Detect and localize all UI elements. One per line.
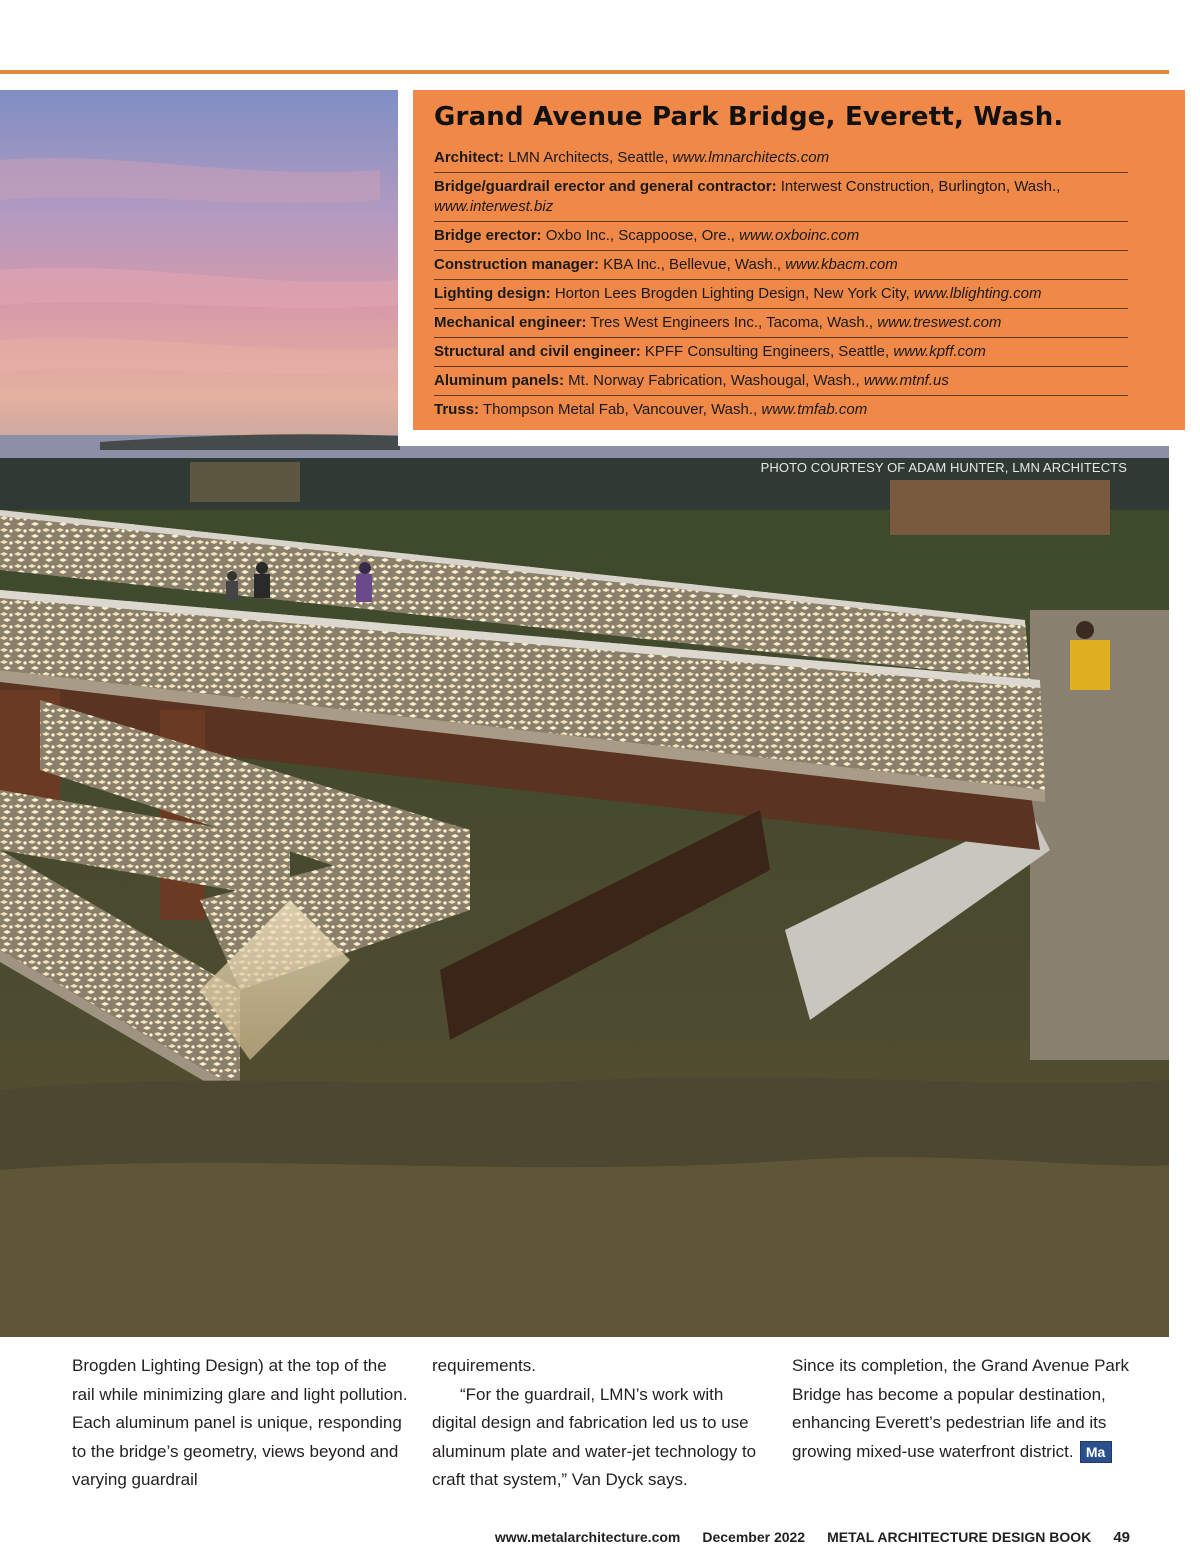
closing-text: Since its completion, the Grand Avenue Park Bridge has become a popular destination, enhancing Everett’s pedestrian life and its growing mixed-use waterfront district.: [792, 1356, 1130, 1461]
credit-list: [434, 144, 1128, 424]
credit-label: Structural and civil engineer:: [434, 343, 641, 360]
credit-url[interactable]: www.lblighting.com: [913, 285, 1042, 302]
credit-label: Aluminum panels:: [434, 372, 565, 389]
credit-url[interactable]: www.kbacm.com: [785, 256, 898, 273]
credit-text: Mt. Norway Fabrication, Washougal, Wash.,: [564, 372, 864, 389]
body-paragraph: “For the guardrail, LMN’s work with digital design and fabrication led us to use aluminum plate and water-jet technology to craft that system,” Van Dyck says.: [432, 1384, 757, 1489]
body-column-3: [792, 1352, 1132, 1466]
project-title: Grand Avenue Park Bridge, Everett, Wash.: [434, 102, 1064, 132]
credits-panel: [413, 90, 1185, 430]
page-footer: [495, 1528, 1130, 1546]
body-paragraph: Brogden Lighting Design) at the top of the rail while minimizing glare and light pollution. Each aluminum panel is unique, responding to the bridge’s geometry, views beyond and varying guardrail: [72, 1356, 408, 1489]
body-paragraph: requirements.: [432, 1356, 536, 1375]
credit-url[interactable]: www.treswest.com: [877, 314, 1002, 331]
credit-url[interactable]: www.interwest.biz: [434, 198, 554, 215]
credit-text: Tres West Engineers Inc., Tacoma, Wash.,: [586, 314, 878, 331]
page-number: 49: [1113, 1528, 1130, 1546]
credit-row: [434, 396, 1128, 424]
credit-row: [434, 144, 1128, 173]
credit-text: KBA Inc., Bellevue, Wash.,: [599, 256, 786, 273]
credit-url[interactable]: www.mtnf.us: [863, 372, 949, 389]
body-column-1: [72, 1352, 412, 1495]
credit-text: Interwest Construction, Burlington, Wash.,: [776, 178, 1061, 195]
photo-credit: PHOTO COURTESY OF ADAM HUNTER, LMN ARCHITECTS: [760, 460, 1127, 475]
credit-url[interactable]: www.tmfab.com: [761, 401, 868, 418]
footer-publication: METAL ARCHITECTURE DESIGN BOOK: [827, 1529, 1092, 1545]
credit-url[interactable]: www.lmnarchitects.com: [672, 149, 830, 166]
body-paragraph: [792, 1352, 1132, 1466]
credit-url[interactable]: www.kpff.com: [893, 343, 986, 360]
credit-row: [434, 309, 1128, 338]
credit-label: Lighting design:: [434, 285, 551, 302]
credit-text: Thompson Metal Fab, Vancouver, Wash.,: [479, 401, 762, 418]
credit-label: Truss:: [434, 401, 480, 418]
credit-row: [434, 173, 1128, 222]
footer-date: December 2022: [702, 1529, 806, 1545]
credit-label: Mechanical engineer:: [434, 314, 587, 331]
end-mark-logo: Ma: [1080, 1441, 1112, 1463]
footer-url[interactable]: www.metalarchitecture.com: [494, 1529, 681, 1545]
credit-text: LMN Architects, Seattle,: [504, 149, 673, 166]
body-column-2: [432, 1352, 772, 1495]
credit-text: Horton Lees Brogden Lighting Design, New York City,: [550, 285, 914, 302]
credit-url[interactable]: www.oxboinc.com: [739, 227, 860, 244]
credit-row: [434, 338, 1128, 367]
credit-row: [434, 367, 1128, 396]
credit-row: [434, 280, 1128, 309]
credit-label: Architect:: [434, 149, 505, 166]
project-credits-box: [398, 90, 1200, 446]
credit-row: [434, 222, 1128, 251]
credit-label: Construction manager:: [434, 256, 600, 273]
credit-text: Oxbo Inc., Scappoose, Ore.,: [541, 227, 740, 244]
credit-row: [434, 251, 1128, 280]
credit-label: Bridge/guardrail erector and general contractor:: [434, 178, 777, 195]
credit-label: Bridge erector:: [434, 227, 542, 244]
credit-text: KPFF Consulting Engineers, Seattle,: [640, 343, 894, 360]
top-rule: [0, 70, 1169, 74]
